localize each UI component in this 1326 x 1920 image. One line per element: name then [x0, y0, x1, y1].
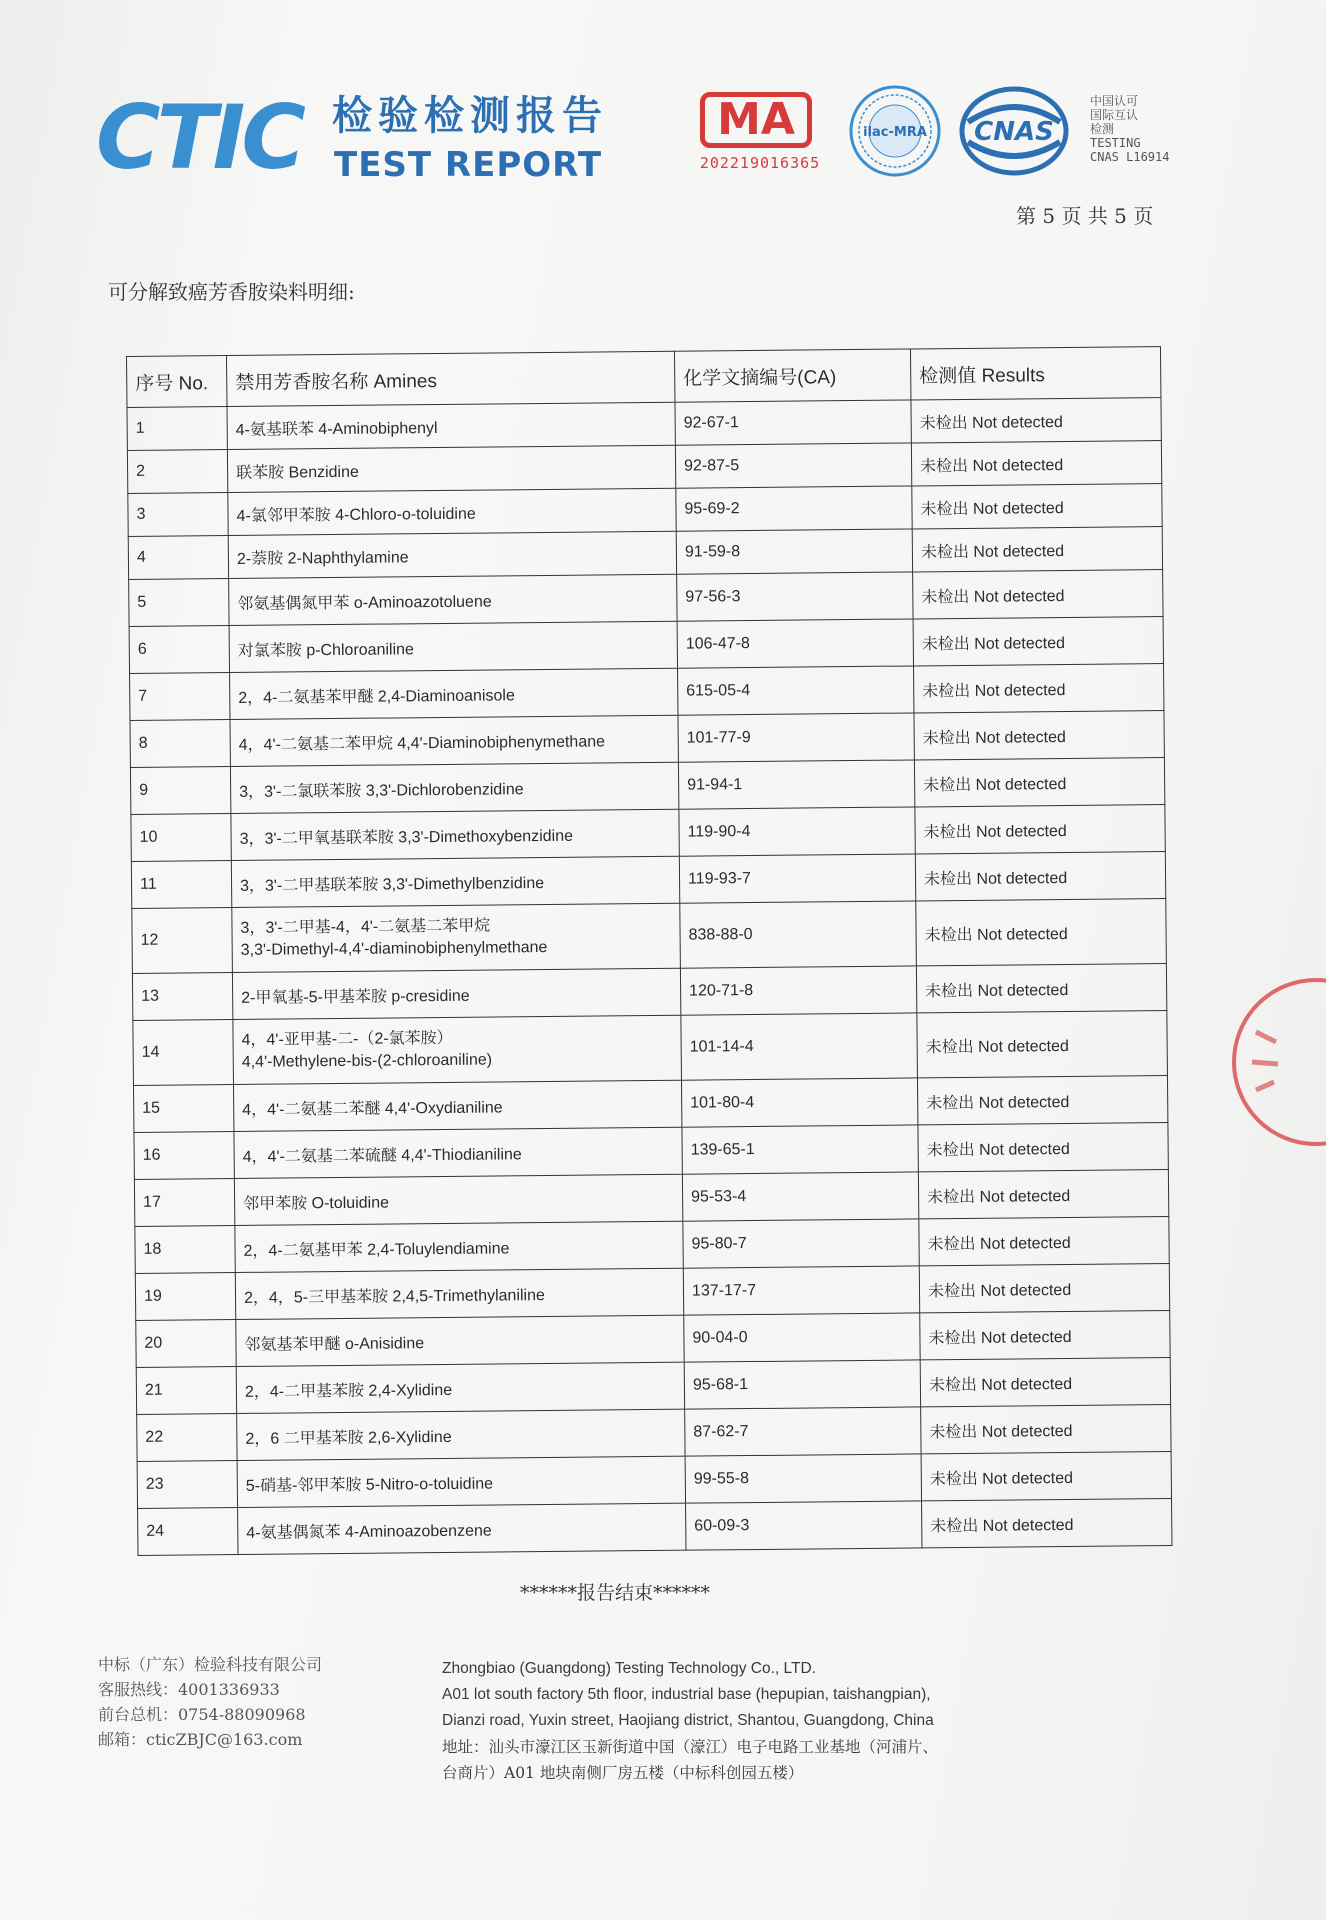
table-row — [133, 1011, 1168, 1086]
cnas-side-line: 国际互认 — [1090, 108, 1139, 122]
footer-address — [442, 1656, 938, 1786]
cell-ca: 92-67-1 — [675, 400, 911, 445]
cell-ca: 101-77-9 — [678, 713, 914, 762]
cell-ca: 97-56-3 — [677, 572, 913, 621]
cell-no: 19 — [135, 1272, 235, 1320]
cell-name: 3，3'-二氯联苯胺 3,3'-Dichlorobenzidine — [230, 762, 678, 813]
footer-address-en-2: Dianzi road, Yuxin street, Haojiang district, Shantou, Guangdong, China — [442, 1712, 934, 1729]
cell-ca: 91-94-1 — [678, 760, 914, 809]
cell-no: 9 — [130, 767, 230, 815]
cell-no: 23 — [137, 1460, 237, 1508]
cell-ca: 92-87-5 — [675, 443, 911, 488]
cell-name: 邻氨基苯甲醚 o-Anisidine — [236, 1315, 684, 1366]
cell-result: 未检出 Not detected — [920, 1311, 1170, 1360]
cell-no: 15 — [134, 1085, 234, 1133]
cell-result: 未检出 Not detected — [916, 964, 1166, 1013]
report-title-cn: 检验检测报告 — [332, 93, 608, 139]
cell-ca: 101-14-4 — [681, 1013, 918, 1080]
cnas-side-line: 检测 — [1090, 122, 1115, 136]
cma-mark-label: MA — [700, 92, 812, 148]
cnas-side-text — [1090, 94, 1200, 164]
cnas-label: CNAS — [974, 117, 1054, 147]
footer-company-cn: 中标（广东）检验科技有限公司 — [98, 1655, 323, 1674]
cell-ca: 95-68-1 — [684, 1360, 920, 1409]
cell-name: 邻甲苯胺 O-toluidine — [234, 1174, 682, 1225]
cell-name-cn: 4，4'-亚甲基-二-（2-氯苯胺） — [241, 1029, 453, 1049]
cell-name: 2，4-二氨基苯甲醚 2,4-Diaminoanisole — [230, 668, 678, 719]
cell-name-en: 3,3'-Dimethyl-4,4'-diaminobiphenylmethane — [240, 938, 548, 959]
cell-no: 5 — [129, 579, 229, 627]
cell-no: 21 — [136, 1366, 236, 1414]
ilac-mra-seal — [848, 84, 942, 178]
cell-ca: 615-05-4 — [678, 666, 914, 715]
cell-ca: 90-04-0 — [684, 1313, 920, 1362]
cell-result: 未检出 Not detected — [912, 527, 1162, 572]
cell-ca: 120-71-8 — [680, 966, 916, 1015]
cell-no: 24 — [138, 1507, 238, 1555]
footer-contact — [98, 1652, 322, 1752]
cell-no: 13 — [132, 973, 232, 1021]
cell-ca: 838-88-0 — [680, 901, 917, 968]
cell-ca: 95-69-2 — [676, 486, 912, 531]
cma-number: 202219016365 — [699, 154, 821, 172]
red-seal-stamp — [1216, 972, 1326, 1152]
cell-name: 邻氨基偶氮甲苯 o-Aminoazotoluene — [229, 574, 677, 625]
cell-no: 8 — [130, 720, 230, 768]
cell-result: 未检出 Not detected — [920, 1358, 1170, 1407]
cell-name: 4-氨基联苯 4-Aminobiphenyl — [227, 402, 675, 449]
cell-no: 20 — [136, 1319, 236, 1367]
cell-no: 4 — [128, 536, 228, 580]
cell-name: 4-氨基偶氮苯 4-Aminoazobenzene — [238, 1503, 686, 1554]
footer-service-hotline: 客服热线：4001336933 — [98, 1680, 280, 1699]
cell-name: 4，4'-二氨基二苯醚 4,4'-Oxydianiline — [233, 1080, 681, 1131]
cnas-seal — [958, 84, 1070, 178]
cell-name: 3，3'-二甲基联苯胺 3,3'-Dimethylbenzidine — [231, 856, 679, 907]
cell-ca: 95-53-4 — [682, 1172, 918, 1221]
cell-name: 2，4-二甲基苯胺 2,4-Xylidine — [236, 1362, 684, 1413]
cell-name-cn: 3，3'-二甲基-4，4'-二氨基二苯甲烷 — [240, 917, 491, 937]
cell-result: 未检出 Not detected — [919, 1217, 1169, 1266]
cell-result: 未检出 Not detected — [922, 1499, 1172, 1548]
logo-text: CTIC — [96, 86, 302, 189]
cell-no: 2 — [127, 450, 227, 494]
cell-ca: 91-59-8 — [676, 529, 912, 574]
cell-name: 2-萘胺 2-Naphthylamine — [228, 531, 676, 578]
cell-no: 18 — [135, 1225, 235, 1273]
ilac-label: ilac-MRA — [863, 125, 927, 140]
cell-no: 17 — [134, 1178, 234, 1226]
cell-ca: 119-90-4 — [679, 807, 915, 856]
cell-name: 联苯胺 Benzidine — [227, 445, 675, 492]
cell-result: 未检出 Not detected — [921, 1405, 1171, 1454]
cell-name: 4，4'-二氨基二苯硫醚 4,4'-Thiodianiline — [234, 1127, 682, 1178]
footer-front-desk: 前台总机：0754-88090968 — [98, 1705, 306, 1724]
cell-name: 2，4-二氨基甲苯 2,4-Toluylendiamine — [235, 1221, 683, 1272]
cell-result: 未检出 Not detected — [916, 899, 1167, 966]
footer-company-en: Zhongbiao (Guangdong) Testing Technology Co., LTD. — [442, 1660, 816, 1677]
cell-result: 未检出 Not detected — [921, 1452, 1171, 1501]
cell-result: 未检出 Not detected — [918, 1123, 1168, 1172]
cell-result: 未检出 Not detected — [911, 441, 1161, 486]
cell-result: 未检出 Not detected — [911, 398, 1161, 443]
footer-address-cn-1: 地址：汕头市濠江区玉新街道中国（濠江）电子电路工业基地（河浦片、 — [442, 1738, 939, 1756]
cell-name: 4，4'-二氨基二苯甲烷 4,4'-Diaminobiphenymethane — [230, 715, 678, 766]
cell-name: 4-氯邻甲苯胺 4-Chloro-o-toluidine — [228, 488, 676, 535]
cell-no: 3 — [128, 493, 228, 537]
cell-result: 未检出 Not detected — [918, 1170, 1168, 1219]
footer-email: 邮箱：cticZBJC@163.com — [98, 1730, 303, 1749]
cell-result: 未检出 Not detected — [913, 617, 1163, 666]
cell-no: 6 — [129, 626, 229, 674]
cell-ca: 87-62-7 — [685, 1407, 921, 1456]
header-amines: 禁用芳香胺名称 Amines — [227, 351, 675, 406]
cell-no: 22 — [137, 1413, 237, 1461]
report-title-en: TEST REPORT — [334, 145, 603, 185]
cell-result: 未检出 Not detected — [914, 711, 1164, 760]
cell-name: 2，4，5-三甲基苯胺 2,4,5-Trimethylaniline — [235, 1268, 683, 1319]
cnas-side-line: TESTING — [1090, 136, 1141, 150]
cell-name: 3，3'-二甲氧基联苯胺 3,3'-Dimethoxybenzidine — [231, 809, 679, 860]
cell-ca: 95-80-7 — [683, 1219, 919, 1268]
cell-name: 对氯苯胺 p-Chloroaniline — [229, 621, 677, 672]
cell-ca: 139-65-1 — [682, 1125, 918, 1174]
cell-ca: 119-93-7 — [679, 854, 915, 903]
cell-no: 7 — [130, 673, 230, 721]
page-number: 第 5 页 共 5 页 — [1016, 204, 1154, 228]
cell-no: 11 — [131, 861, 231, 909]
cnas-side-line: CNAS L16914 — [1090, 150, 1170, 164]
ctic-logo — [96, 88, 326, 188]
cell-ca: 137-17-7 — [683, 1266, 919, 1315]
cell-no: 12 — [132, 908, 233, 974]
cell-no: 16 — [134, 1131, 234, 1179]
table-row — [132, 899, 1167, 974]
amines-results-table — [126, 346, 1172, 1556]
report-end-mark: ******报告结束****** — [520, 1582, 711, 1604]
cell-result: 未检出 Not detected — [912, 484, 1162, 529]
cnas-side-line: 中国认可 — [1090, 94, 1139, 108]
cell-name — [232, 903, 681, 972]
cell-result: 未检出 Not detected — [917, 1011, 1168, 1078]
cell-name — [233, 1015, 682, 1084]
cell-ca: 60-09-3 — [686, 1501, 922, 1550]
section-title: 可分解致癌芳香胺染料明细: — [108, 280, 355, 304]
cell-result: 未检出 Not detected — [919, 1264, 1169, 1313]
cell-result: 未检出 Not detected — [913, 570, 1163, 619]
cell-ca: 106-47-8 — [677, 619, 913, 668]
footer-address-en-1: A01 lot south factory 5th floor, industrial base (hepupian, taishangpian), — [442, 1686, 931, 1703]
header-no: 序号 No. — [127, 356, 227, 408]
header-results: 检测值 Results — [910, 347, 1160, 400]
cell-name: 5-硝基-邻甲苯胺 5-Nitro-o-toluidine — [237, 1456, 685, 1507]
footer-address-cn-2: 台商片）A01 地块南侧厂房五楼（中标科创园五楼） — [442, 1764, 804, 1782]
cell-name: 2-甲氧基-5-甲基苯胺 p-cresidine — [232, 968, 680, 1019]
cell-result: 未检出 Not detected — [917, 1076, 1167, 1125]
cell-no: 1 — [127, 407, 227, 451]
cell-name-en: 4,4'-Methylene-bis-(2-chloroaniline) — [241, 1051, 493, 1071]
table-row — [138, 1499, 1172, 1556]
cell-result: 未检出 Not detected — [914, 664, 1164, 713]
cell-result: 未检出 Not detected — [914, 758, 1164, 807]
cell-no: 10 — [131, 814, 231, 862]
cell-result: 未检出 Not detected — [915, 852, 1165, 901]
cell-ca: 99-55-8 — [685, 1454, 921, 1503]
cma-mark — [690, 92, 830, 180]
cell-ca: 101-80-4 — [681, 1078, 917, 1127]
cell-name: 2，6 二甲基苯胺 2,6-Xylidine — [237, 1409, 685, 1460]
header-ca: 化学文摘编号(CA) — [674, 349, 910, 402]
cell-no: 14 — [133, 1020, 234, 1086]
cell-result: 未检出 Not detected — [915, 805, 1165, 854]
